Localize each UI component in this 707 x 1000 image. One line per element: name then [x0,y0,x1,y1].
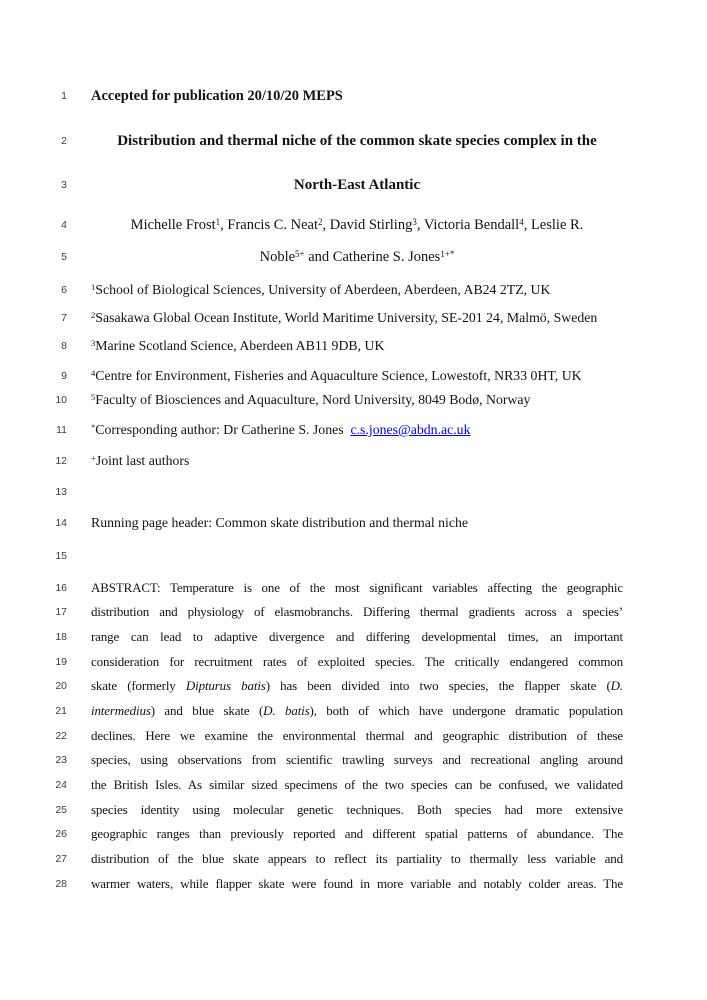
line-number: 27 [55,853,67,865]
superscript-marker: 4 [91,368,96,379]
line-number: 12 [55,455,67,467]
manuscript-line [0,848,707,870]
affiliation-line: $^5$Faculty of Biosciences and Aquaculture, Nord University, 8049 Bodø, Norway [91,392,531,407]
line-number: 17 [55,606,67,618]
italic-text: Dipturus batis [185,678,266,693]
line-number: 6 [61,284,67,296]
author-line: Noble$^{5+}$ and Catherine S. Jones$^{1+*}$ [259,248,455,265]
line-number: 7 [61,312,67,324]
running-header-line: Running page header: Common skate distribution and thermal niche [91,515,469,530]
author-line: Michelle Frost$^1$, Francis C. Neat$^2$, David Stirling$^3$, Victoria Bendall$^4$, Leslie R. [130,216,584,233]
superscript-marker: 5+ [295,248,305,259]
line-number: 13 [55,486,67,498]
manuscript-line [0,626,707,648]
line-number: 23 [55,754,67,766]
paper-title-line: North-East Atlantic [293,177,421,193]
manuscript-line [0,823,707,845]
line-number: 15 [55,550,67,562]
abstract-line: the British Isles. As similar sized specimens of the two species can be confused, we validated [91,777,623,792]
manuscript-line [0,873,707,895]
manuscript-line [0,419,707,441]
manuscript-line [0,85,707,107]
line-number: 14 [55,517,67,529]
line-number: 1 [61,90,67,102]
affiliation-line: $^2$Sasakawa Global Ocean Institute, World Maritime University, SE-201 24, Malmö, Sweden [91,310,598,325]
superscript-marker: 3 [91,338,96,349]
manuscript-line [0,481,707,503]
superscript-marker: 2 [318,216,323,227]
line-number: 20 [55,680,67,692]
manuscript-line [0,279,707,301]
manuscript-line [0,130,707,152]
italic-text: intermedius [91,703,151,718]
abstract-line: distribution of the blue skate appears to reflect its partiality to thermally less variable and [91,851,623,866]
manuscript-line [0,675,707,697]
abstract-line: ABSTRACT: Temperature is one of the most significant variables affecting the geographic [91,580,623,595]
line-number: 10 [55,394,67,406]
italic-text: D. [610,678,623,693]
manuscript-line [0,512,707,534]
abstract-line: warmer waters, while flapper skate were found in more variable and notably colder areas. The [91,876,623,891]
line-number: 21 [55,705,67,717]
abstract-line: range can lead to adaptive divergence and differing developmental times, an important [91,629,623,644]
email-link[interactable]: c.s.jones@abdn.ac.uk [350,422,471,437]
line-number: 9 [61,370,67,382]
abstract-line: geographic ranges than previously reported and different spatial patterns of abundance. The [91,826,623,841]
abstract-line: skate (formerly Dipturus batis) has been divided into two species, the flapper skate (D. [91,678,623,693]
abstract-line: intermedius) and blue skate (D. batis), both of which have undergone dramatic population [91,703,623,718]
manuscript-line [0,174,707,196]
line-number: 26 [55,828,67,840]
line-number: 8 [61,340,67,352]
superscript-marker: 2 [91,310,96,321]
line-number: 18 [55,631,67,643]
manuscript-line [0,307,707,329]
line-number: 24 [55,779,67,791]
abstract-line: species identity using molecular genetic techniques. Both species had more extensive [91,802,623,817]
manuscript-line [0,749,707,771]
abstract-line: declines. Here we examine the environmental thermal and geographic distribution of these [91,728,623,743]
manuscript-line [0,799,707,821]
line-number: 22 [55,730,67,742]
abstract-line: distribution and physiology of elasmobranchs. Differing thermal gradients across a species’ [91,604,623,619]
superscript-marker: 1 [215,216,221,227]
line-number: 11 [56,424,67,436]
manuscript-line [0,545,707,567]
affiliation-line: $^1$School of Biological Sciences, University of Aberdeen, Aberdeen, AB24 2TZ, UK [91,282,551,297]
correspondence-line: *Corresponding author: Dr Catherine S. Jones c.s.jones@abdn.ac.uk [91,422,471,437]
line-number: 28 [55,878,67,890]
manuscript-line [0,725,707,747]
affiliation-line: $^4$Centre for Environment, Fisheries and Aquaculture Science, Lowestoft, NR33 0HT, UK [91,368,582,383]
superscript-marker: * [91,422,96,433]
line-number: 25 [55,804,67,816]
abstract-line: species, using observations from scientific trawling surveys and recreational angling around [91,752,623,767]
joint-authors-note: +Joint last authors [91,453,190,468]
line-number: 5 [61,251,67,263]
italic-text: D. batis [263,703,310,718]
superscript-marker: 4 [519,216,524,227]
superscript-marker: 1 [91,282,96,293]
superscript-marker: 3 [412,216,417,227]
affiliation-line: $^3$Marine Scotland Science, Aberdeen AB11 9DB, UK [91,338,385,353]
manuscript-line [0,601,707,623]
manuscript-line [0,389,707,411]
manuscript-line [0,774,707,796]
superscript-marker: 5 [91,392,96,403]
line-number: 3 [61,179,67,191]
manuscript-line [0,335,707,357]
paper-title-line: Distribution and thermal niche of the common skate species complex in the [117,133,597,149]
line-number: 16 [55,582,67,594]
manuscript-line [0,450,707,472]
line-number: 19 [55,656,67,668]
abstract-line: consideration for recruitment rates of exploited species. The critically endangered common [91,654,623,669]
superscript-marker: + [91,453,96,464]
line-number: 2 [61,135,67,147]
manuscript-line [0,577,707,599]
accepted-note: Accepted for publication 20/10/20 MEPS [91,88,343,104]
manuscript-line [0,214,707,236]
manuscript-line [0,700,707,722]
manuscript-line [0,365,707,387]
superscript-marker: 1+* [440,248,455,259]
manuscript-line [0,246,707,268]
manuscript-line [0,651,707,673]
line-number: 4 [61,219,67,231]
